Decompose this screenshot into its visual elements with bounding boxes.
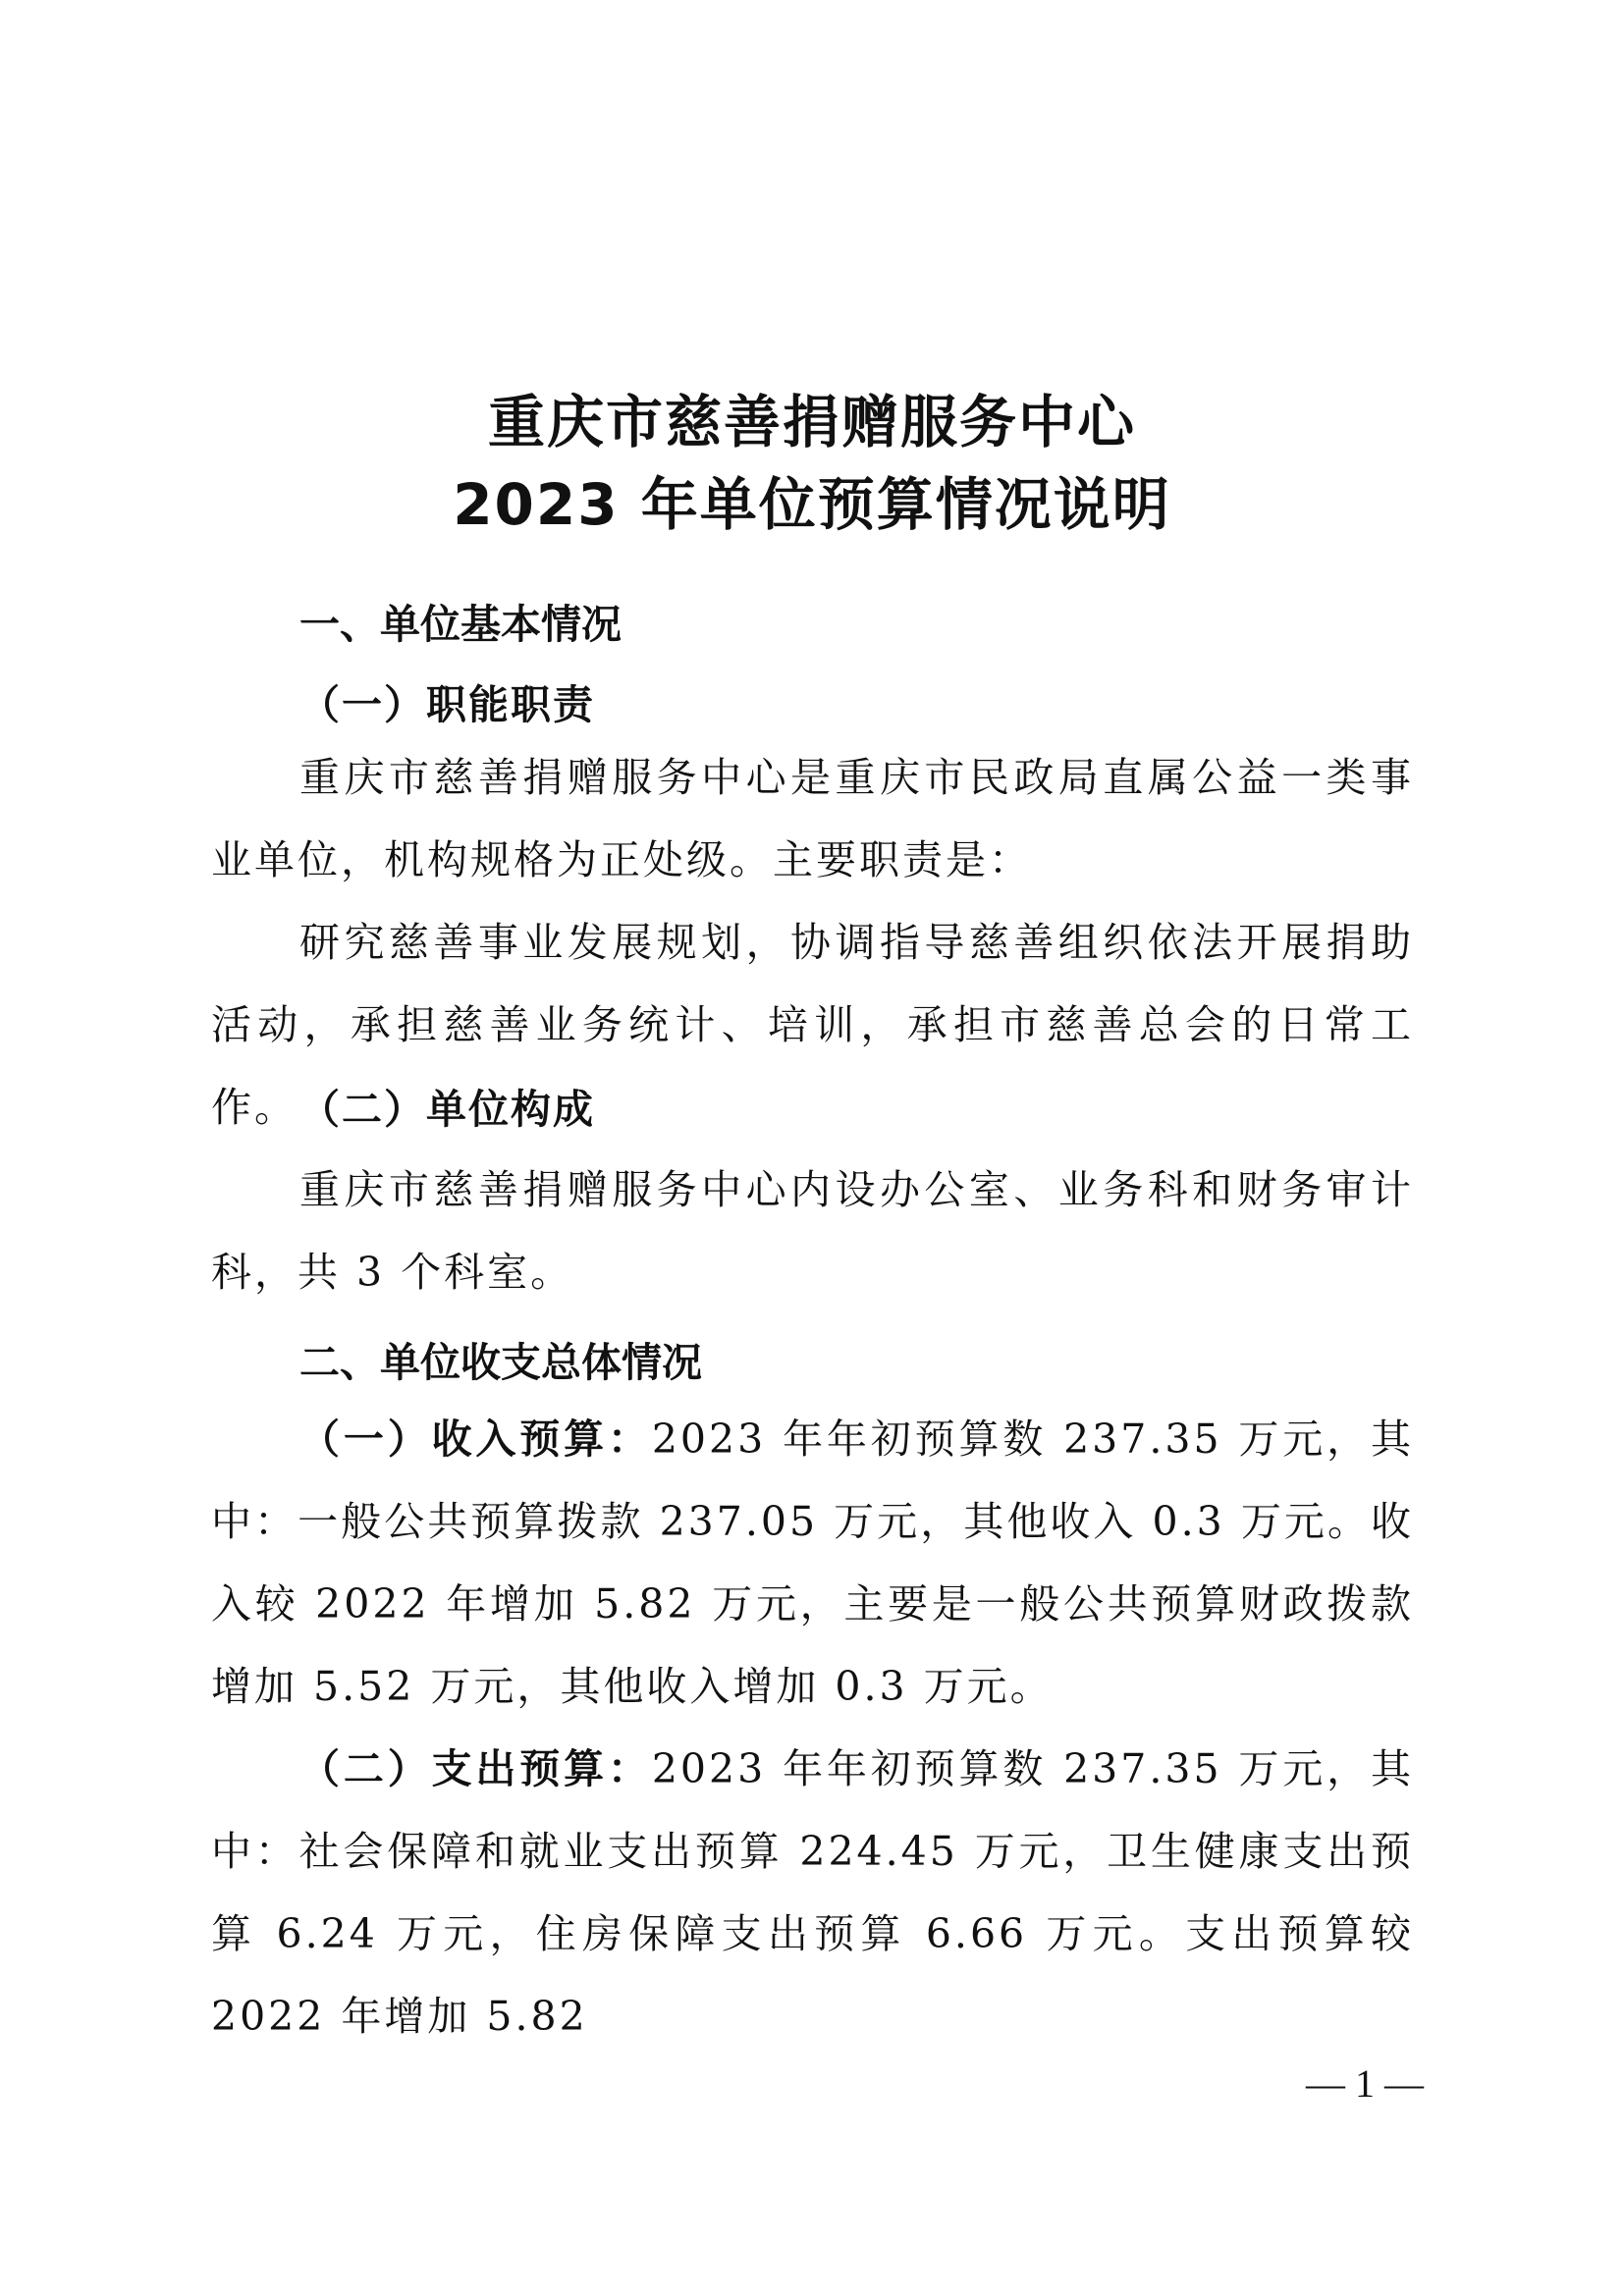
section-1-paragraph-overview: 重庆市慈善捐赠服务中心是重庆市民政局直属公益一类事业单位，机构规格为正处级。主要职责是： bbox=[211, 754, 1414, 883]
section-2-paragraph-income bbox=[211, 1398, 1414, 1728]
section-1-paragraph-structure: 重庆市慈善捐赠服务中心内设办公室、业务科和财务审计科，共 3 个科室。 bbox=[211, 1166, 1414, 1296]
page-number: — 1 — bbox=[1306, 2061, 1424, 2106]
income-budget-label: （一）收入预算： bbox=[299, 1415, 652, 1463]
section-1-paragraph-duties: 研究慈善事业发展规划，协调指导慈善组织依法开展捐助活动，承担慈善业务统计、培训，承担市慈善总会的日常工作。 bbox=[211, 919, 1414, 1131]
section-2-heading: 二、单位收支总体情况 bbox=[299, 1339, 702, 1386]
section-1-heading: 一、单位基本情况 bbox=[299, 601, 622, 648]
income-budget-text: 2023 年年初预算数 237.35 万元，其中：一般公共预算拨款 237.05 万元，其他收入 0.3 万元。收入较 2022 年增加 5.82 万元，主要是一般公共预算财政拨款增加 5.52 万元，其他收入增加 0.3 万元。 bbox=[211, 1415, 1414, 1710]
expenditure-budget-text: 2023 年年初预算数 237.35 万元，其中：社会保障和就业支出预算 224.45 万元，卫生健康支出预算 6.24 万元，住房保障支出预算 6.66 万元。支出预算较 2022 年增加 5.82 bbox=[211, 1745, 1414, 2040]
section-2-paragraph-expenditure bbox=[211, 1728, 1414, 2057]
document-title-line-2: 2023 年单位预算情况说明 bbox=[453, 471, 1171, 538]
section-1-subheading-structure: （二）单位构成 bbox=[299, 1086, 595, 1133]
document-title-line-1: 重庆市慈善捐赠服务中心 bbox=[487, 389, 1136, 455]
section-1-subheading-duties: （一）职能职责 bbox=[299, 681, 595, 728]
expenditure-budget-label: （二）支出预算： bbox=[299, 1745, 652, 1792]
